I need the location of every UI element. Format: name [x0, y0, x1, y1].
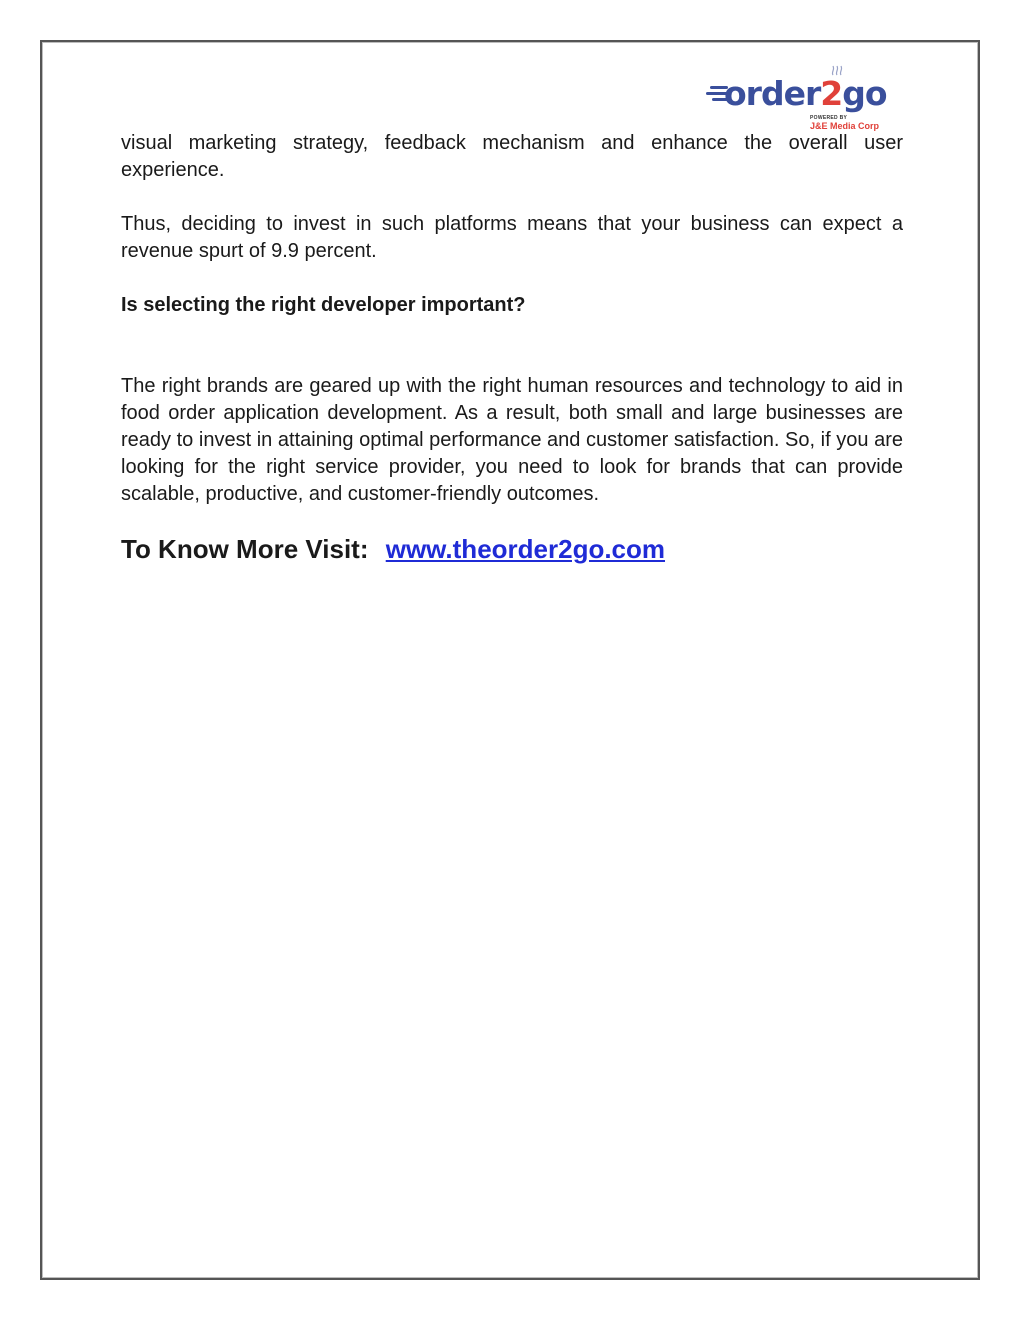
- paragraph-developer: The right brands are geared up with the right human resources and technology to aid in food order application development. As a result, both small and large businesses are ready to invest in attaining optimal performance and customer satisfaction. So, if you are looking for the right service provider, you need to look for brands that can provide scalable, productive, and customer-friendly outcomes.: [121, 375, 903, 505]
- logo-wordmark: [724, 74, 887, 114]
- paragraph-intro: visual marketing strategy, feedback mechanism and enhance the overall user experience.: [121, 132, 903, 181]
- section-heading: Is selecting the right developer important?: [121, 294, 526, 316]
- logo-word-go: go: [842, 74, 887, 113]
- logo-powered-by: POWERED BY: [810, 115, 848, 121]
- logo-company-name: J&E Media Corp: [810, 121, 880, 131]
- cta-label: To Know More Visit:: [121, 534, 369, 564]
- paragraph-revenue: Thus, deciding to invest in such platforms means that your business can expect a revenue spurt of 9.9 percent.: [121, 213, 903, 262]
- website-link[interactable]: www.theorder2go.com: [385, 534, 666, 564]
- document-body: [121, 130, 903, 566]
- order2go-logo: [706, 64, 906, 134]
- call-to-action: [121, 532, 903, 566]
- logo-word-order: order: [724, 74, 821, 113]
- logo-word-2: 2: [820, 74, 843, 113]
